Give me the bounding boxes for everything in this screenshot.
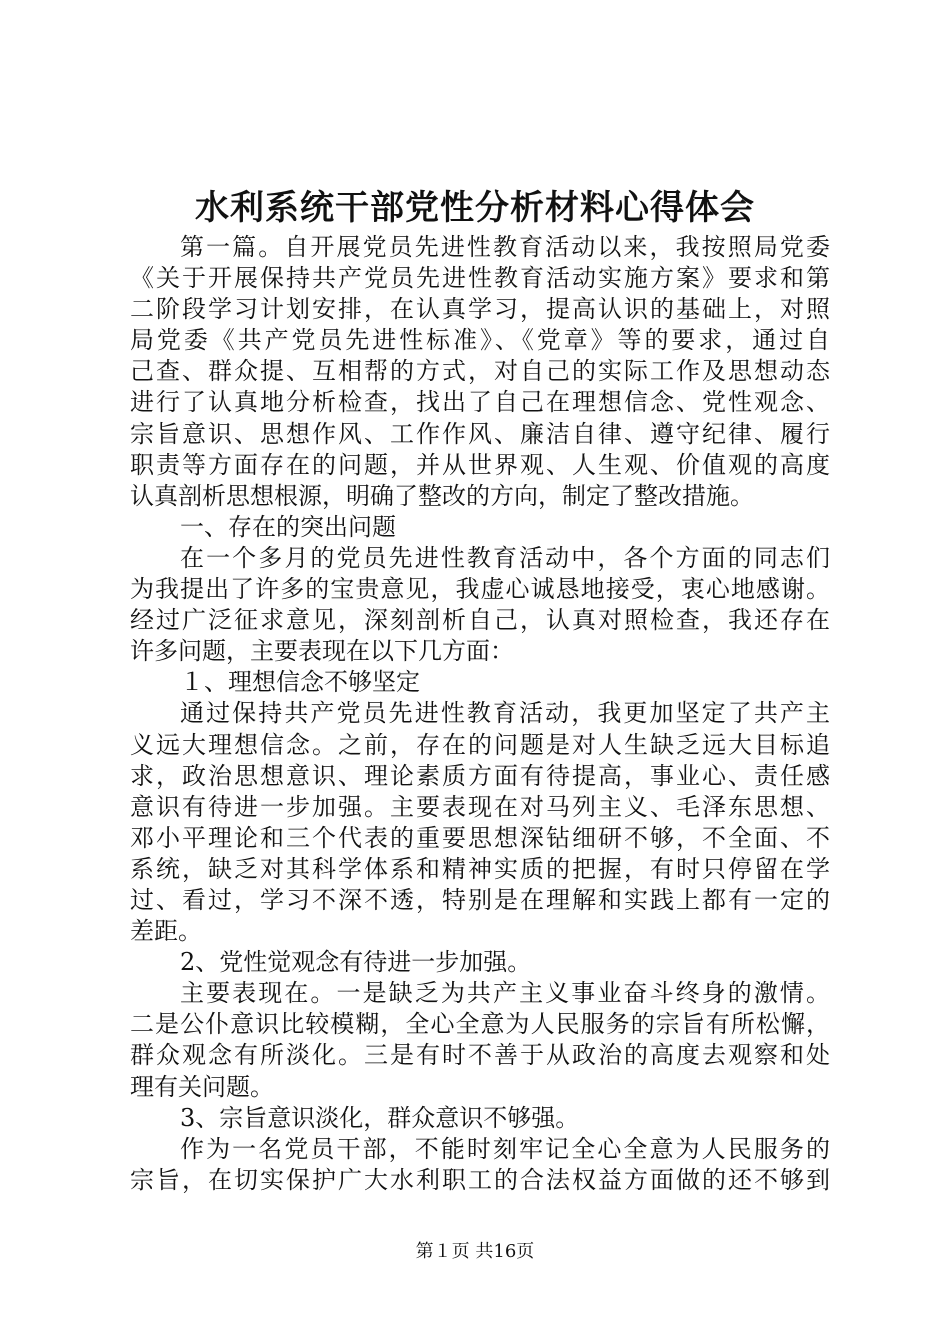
subsection-heading: 2、党性觉观念有待进一步加强。: [180, 948, 532, 977]
paragraph-line: 局党委《共产党员先进性标准》、《党章》等的要求，通过自: [130, 326, 830, 355]
paragraph-line: 求，政治思想意识、理论素质方面有待提高，事业心、责任感: [130, 761, 830, 790]
paragraph-line: 作为一名党员干部，不能时刻牢记全心全意为人民服务的: [180, 1134, 830, 1163]
paragraph-line: 理有关问题。: [130, 1072, 274, 1101]
paragraph-line: 进行了认真地分析检查，找出了自己在理想信念、党性观念、: [130, 388, 830, 417]
paragraph-line: 《关于开展保持共产党员先进性教育活动实施方案》要求和第: [130, 264, 830, 293]
paragraph-line: 主要表现在。一是缺乏为共产主义事业奋斗终身的激情。: [180, 979, 830, 1008]
paragraph-line: 在一个多月的党员先进性教育活动中，各个方面的同志们: [180, 543, 830, 572]
page-number-footer: 第１页 共16页: [415, 1241, 535, 1262]
paragraph-line: 意识有待进一步加强。主要表现在对马列主义、毛泽东思想、: [130, 792, 830, 821]
subsection-heading: 3、宗旨意识淡化，群众意识不够强。: [180, 1103, 580, 1132]
document-title: 水利系统干部党性分析材料心得体会: [195, 188, 755, 228]
paragraph-line: 邓小平理论和三个代表的重要思想深钻细研不够，不全面、不: [130, 823, 830, 852]
paragraph-line: 宗旨意识、思想作风、工作作风、廉洁自律、遵守纪律、履行: [130, 419, 830, 448]
paragraph-line: 认真剖析思想根源，明确了整改的方向，制定了整改措施。: [130, 481, 754, 510]
paragraph-line: 己查、群众提、互相帮的方式，对自己的实际工作及思想动态: [130, 357, 830, 386]
document-body: [130, 232, 830, 1196]
paragraph-line: 经过广泛征求意见，深刻剖析自己，认真对照检查，我还存在: [130, 606, 830, 635]
paragraph-line: 二阶段学习计划安排，在认真学习，提高认识的基础上，对照: [130, 295, 830, 324]
paragraph-line: 为我提出了许多的宝贵意见，我虚心诚恳地接受，衷心地感谢。: [130, 575, 830, 604]
paragraph-line: 二是公仆意识比较模糊，全心全意为人民服务的宗旨有所松懈，: [130, 1010, 830, 1039]
paragraph-line: 宗旨，在切实保护广大水利职工的合法权益方面做的还不够到: [130, 1165, 830, 1194]
paragraph-line: 义远大理想信念。之前，存在的问题是对人生缺乏远大目标追: [130, 730, 830, 759]
paragraph-line: 通过保持共产党员先进性教育活动，我更加坚定了共产主: [180, 699, 830, 728]
paragraph-line: 第一篇。自开展党员先进性教育活动以来，我按照局党委: [180, 233, 830, 261]
paragraph-line: 群众观念有所淡化。三是有时不善于从政治的高度去观察和处: [130, 1041, 830, 1070]
paragraph-line: 差距。: [130, 917, 202, 946]
paragraph-line: 系统，缺乏对其科学体系和精神实质的把握，有时只停留在学: [130, 854, 830, 883]
paragraph-line: 职责等方面存在的问题，并从世界观、人生观、价值观的高度: [130, 450, 830, 479]
section-heading: 一、存在的突出问题: [180, 512, 396, 541]
paragraph-line: 过、看过，学习不深不透，特别是在理解和实践上都有一定的: [130, 885, 830, 914]
paragraph-line: 许多问题，主要表现在以下几方面：: [130, 637, 514, 666]
subsection-heading: １、理想信念不够坚定: [180, 668, 420, 697]
